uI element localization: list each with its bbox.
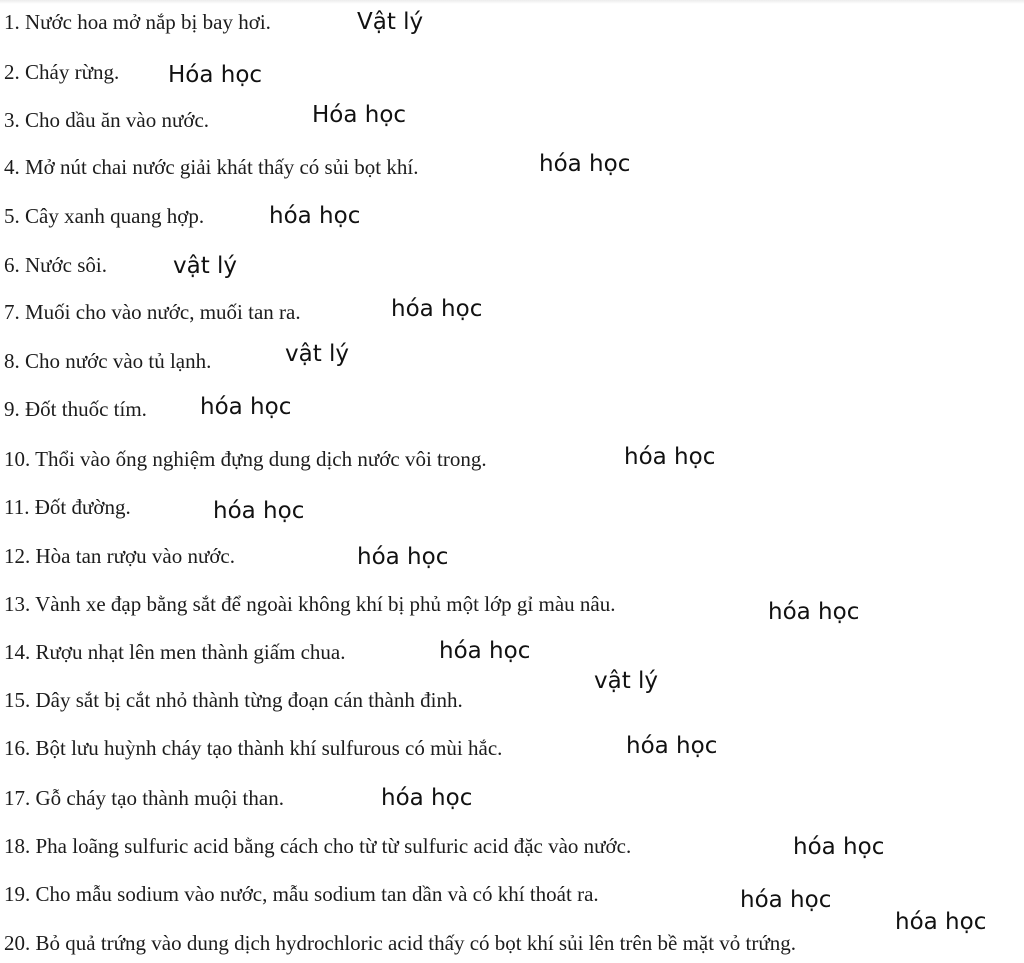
question-16: 16. Bột lưu huỳnh cháy tạo thành khí sulfurous có mùi hắc. [4,736,503,760]
question-13: 13. Vành xe đạp bằng sắt để ngoài không khí bị phủ một lớp gỉ màu nâu. [4,592,616,616]
question-1: 1. Nước hoa mở nắp bị bay hơi. [4,10,271,34]
answer-12: hóa học [357,544,449,570]
answer-16: hóa học [626,733,718,759]
question-6: 6. Nước sôi. [4,253,107,277]
answer-8: vật lý [285,341,350,367]
question-15: 15. Dây sắt bị cắt nhỏ thành từng đoạn cán thành đinh. [4,688,463,712]
question-9: 9. Đốt thuốc tím. [4,397,147,421]
question-2: 2. Cháy rừng. [4,60,120,84]
answer-18: hóa học [793,834,885,860]
answer-20: hóa học [895,909,987,935]
answer-4: hóa học [539,151,631,177]
answer-6: vật lý [173,253,238,279]
answer-19: hóa học [740,887,832,913]
answer-3: Hóa học [312,102,407,128]
answer-11: hóa học [213,498,305,524]
question-18: 18. Pha loãng sulfuric acid bằng cách cho từ từ sulfuric acid đặc vào nước. [4,834,632,858]
question-3: 3. Cho dầu ăn vào nước. [4,108,210,132]
answer-2: Hóa học [168,62,263,88]
answer-5: hóa học [269,203,361,229]
question-11: 11. Đốt đường. [4,495,131,519]
question-12: 12. Hòa tan rượu vào nước. [4,544,235,568]
question-14: 14. Rượu nhạt lên men thành giấm chua. [4,640,346,664]
answer-7: hóa học [391,296,483,322]
question-20: 20. Bỏ quả trứng vào dung dịch hydrochloric acid thấy có bọt khí sủi lên trên bề mặt vỏ trứng. [4,931,797,955]
question-10: 10. Thổi vào ống nghiệm đựng dung dịch nước vôi trong. [4,447,487,471]
question-17: 17. Gỗ cháy tạo thành muội than. [4,786,284,810]
question-5: 5. Cây xanh quang hợp. [4,204,205,228]
question-8: 8. Cho nước vào tủ lạnh. [4,349,212,373]
top-edge-shadow [0,0,1024,4]
question-4: 4. Mở nút chai nước giải khát thấy có sủi bọt khí. [4,155,419,179]
answer-13: hóa học [768,599,860,625]
answer-10: hóa học [624,444,716,470]
answer-9: hóa học [200,394,292,420]
answer-15: vật lý [594,668,659,694]
answer-14: hóa học [439,638,531,664]
question-7: 7. Muối cho vào nước, muối tan ra. [4,300,301,324]
question-19: 19. Cho mẫu sodium vào nước, mẫu sodium tan dần và có khí thoát ra. [4,882,599,906]
answer-1: Vật lý [357,9,424,35]
answer-17: hóa học [381,785,473,811]
